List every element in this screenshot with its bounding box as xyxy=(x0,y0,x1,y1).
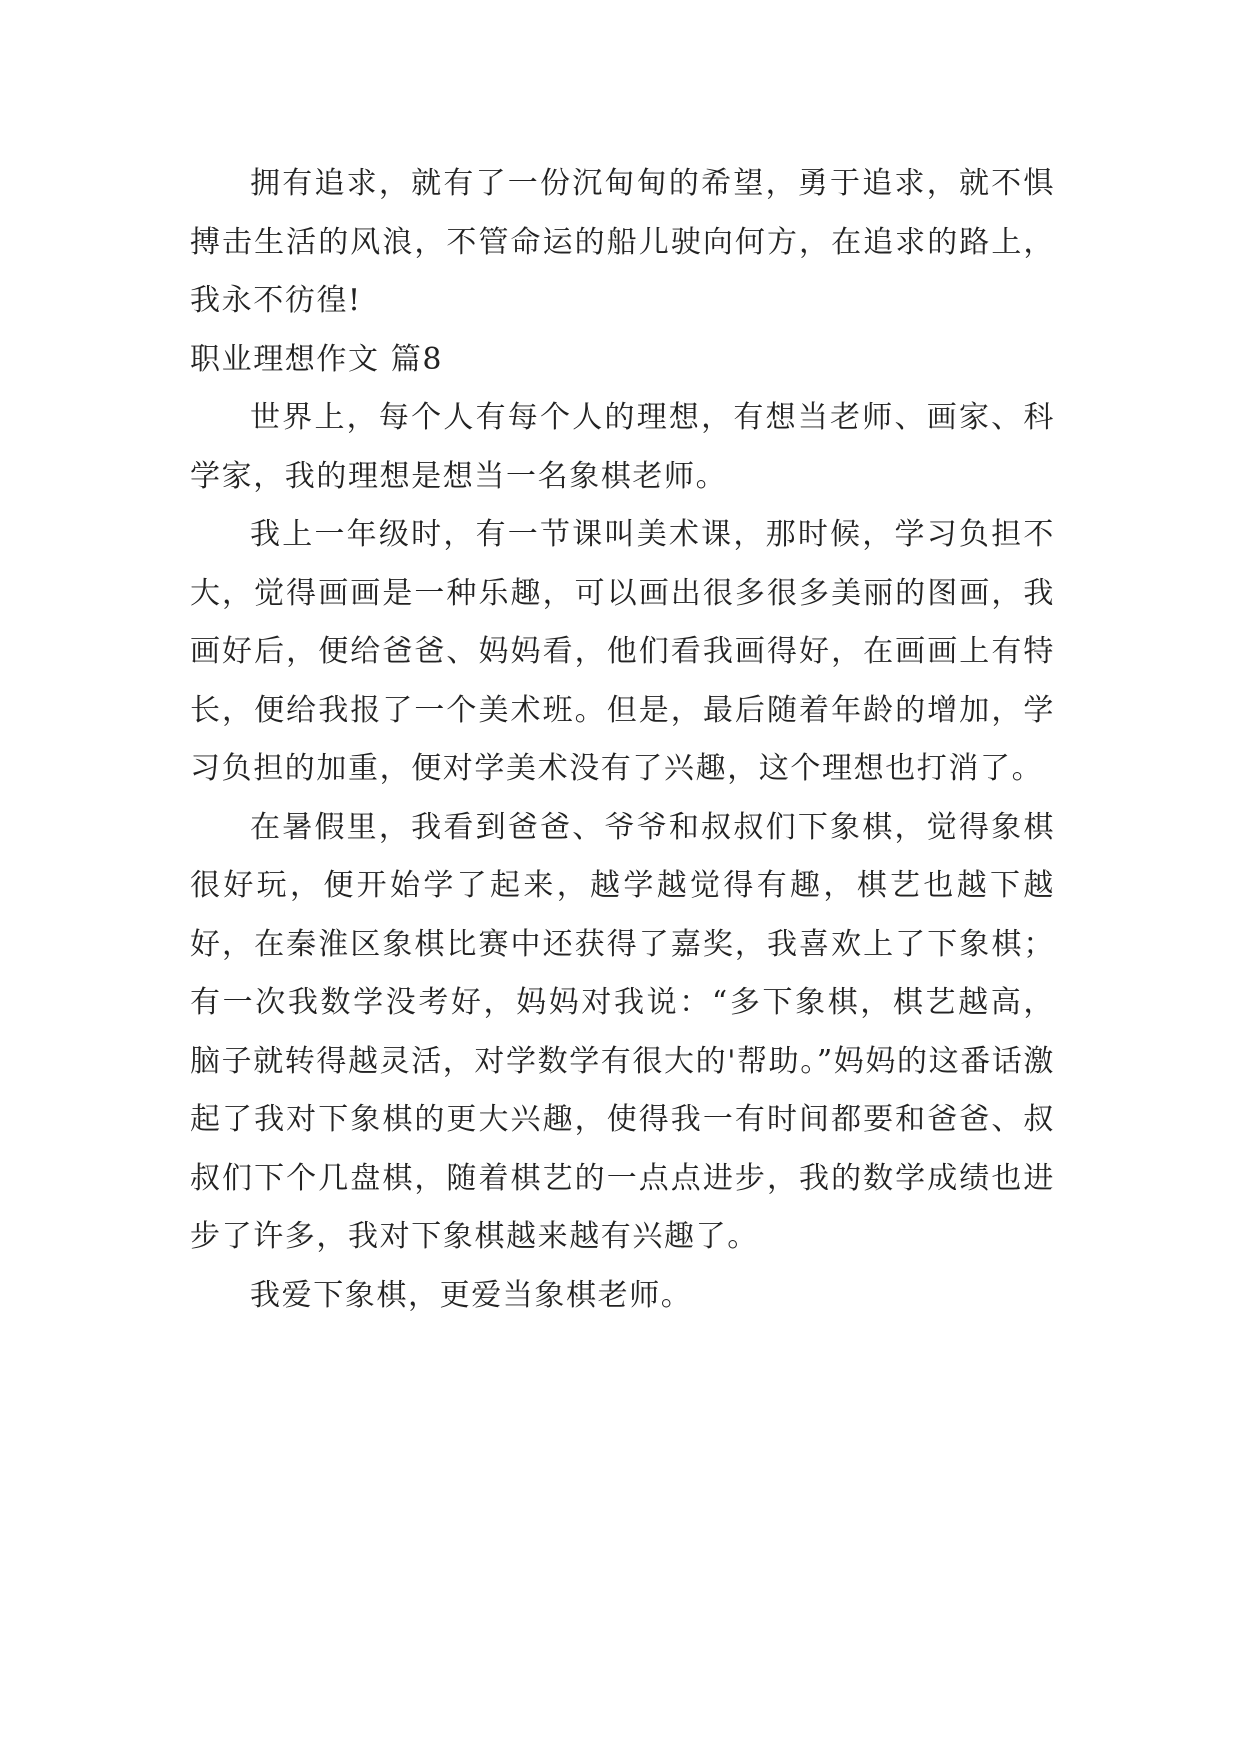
paragraph-art-class: 我上一年级时，有一节课叫美术课，那时候，学习负担不大，觉得画画是一种乐趣，可以画出很多很多美丽的图画，我画好后，便给爸爸、妈妈看，他们看我画得好，在画画上有特长，便给我报了一个美术班。但是，最后随着年龄的增加，学习负担的加重，便对学美术没有了兴趣，这个理想也打消了。 xyxy=(190,517,1055,786)
paragraph-conclusion: 我爱下象棋，更爱当象棋老师。 xyxy=(250,1277,693,1313)
document-body xyxy=(190,155,1055,1325)
section-heading: 职业理想作文 篇8 xyxy=(190,341,444,377)
paragraph-ideals: 世界上，每个人有每个人的理想，有想当老师、画家、科学家，我的理想是想当一名象棋老师。 xyxy=(190,400,1055,494)
paragraph-chess: 在暑假里，我看到爸爸、爷爷和叔叔们下象棋，觉得象棋很好玩，便开始学了起来，越学越觉得有趣，棋艺也越下越好，在秦淮区象棋比赛中还获得了嘉奖，我喜欢上了下象棋；有一次我数学没考好，妈妈对我说：“多下象棋，棋艺越高，脑子就转得越灵活，对学数学有很大的'帮助。”妈妈的这番话激起了我对下象棋的更大兴趣，使得我一有时间都要和爸爸、叔叔们下个几盘棋，随着棋艺的一点点进步，我的数学成绩也进步了许多，我对下象棋越来越有兴趣了。 xyxy=(190,809,1055,1254)
paragraph-pursuit: 拥有追求，就有了一份沉甸甸的希望，勇于追求，就不惧搏击生活的风浪，不管命运的船儿驶向何方，在追求的路上，我永不彷徨! xyxy=(190,166,1055,318)
